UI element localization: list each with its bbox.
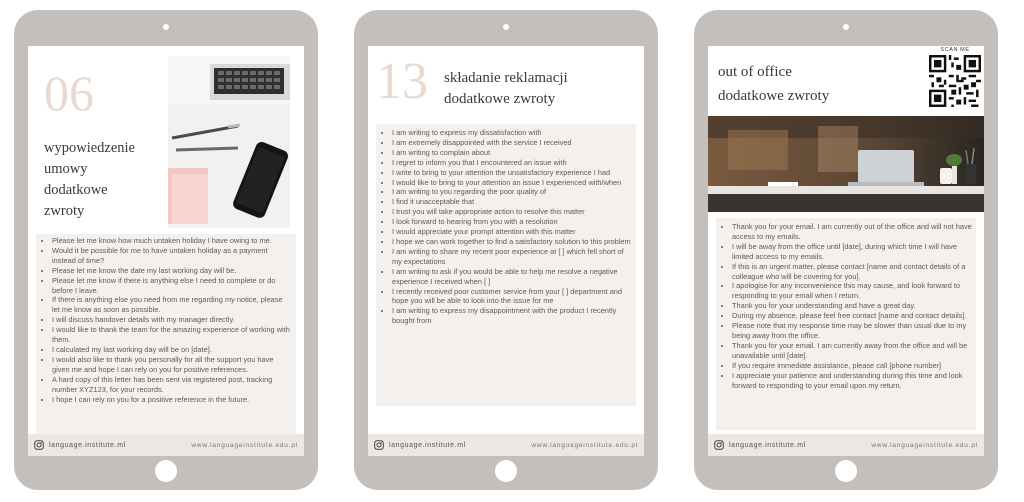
list-item: • I find it unacceptable that xyxy=(392,197,632,207)
list-item: • Please note that my response time may be slower than usual due to my being away from the office. xyxy=(732,321,972,341)
home-button xyxy=(155,460,177,482)
instagram-icon xyxy=(374,440,384,450)
list-item: • I hope we can work together to find a satisfactory solution to this problem xyxy=(392,237,632,247)
list-item: • I write to bring to your attention the unsatisfactory experience I had xyxy=(392,168,632,178)
list-item: • During my absence, please feel free contact [name and contact details]. xyxy=(732,311,972,321)
card-title: wypowiedzenie umowy dodatkowe zwroty xyxy=(44,140,135,219)
desk-photo-image xyxy=(168,56,290,228)
list-item: • I will discuss handover details with my manager directly. xyxy=(52,315,292,325)
list-item: • If this is an urgent matter, please contact [name and contact details of a colleague who will be covering for you]. xyxy=(732,262,972,282)
list-item: • I am writing to ask if you would be able to help me resolve a negative experience I received when [ ] xyxy=(392,267,632,287)
card-title: out of office dodatkowe zwroty xyxy=(718,64,830,104)
home-button xyxy=(495,460,517,482)
phrases-list-box xyxy=(376,124,636,406)
list-item: • Thank you for your email. I am currently away from the office and will be unavailable until [date]. xyxy=(732,341,972,361)
list-item: • I would like to bring to your attention an issue I experienced with/when xyxy=(392,178,632,188)
list-item: • I would also like to thank you personally for all the support you have given me and hope I can rely on you for positive references. xyxy=(52,355,292,375)
phrases-list xyxy=(720,222,972,390)
qr-code-icon xyxy=(929,55,981,107)
tablet-card-complaints xyxy=(354,10,658,490)
list-item: • I regret to inform you that I encountered an issue with xyxy=(392,158,632,168)
scan-me-label: SCAN ME xyxy=(940,47,970,53)
card-title: składanie reklamacji dodatkowe zwroty xyxy=(444,70,568,107)
card-screen xyxy=(368,46,644,456)
list-item: • Would it be possible for me to have untaken holiday as a payment instead of time? xyxy=(52,246,292,266)
camera-dot xyxy=(843,24,849,30)
list-item: • I would like to thank the team for the amazing experience of working with them. xyxy=(52,325,292,345)
phrases-list-box xyxy=(716,218,976,430)
card-footer xyxy=(368,434,644,456)
tablet-card-out-of-office xyxy=(694,10,998,490)
website-link[interactable]: www.languageinstitute.edu.pl xyxy=(531,441,638,449)
tablet-card-resignation xyxy=(14,10,318,490)
camera-dot xyxy=(503,24,509,30)
list-item: • I hope I can rely on you for a positive reference in the future. xyxy=(52,395,292,405)
card-screen xyxy=(28,46,304,456)
website-link[interactable]: www.languageinstitute.edu.pl xyxy=(871,441,978,449)
phrases-list xyxy=(40,236,292,404)
list-item: • I am extremely disappointed with the service I received xyxy=(392,138,632,148)
list-item: • If you require immediate assistance, please call [phone number] xyxy=(732,361,972,371)
list-item: • I am writing to express my disappointment with the product I recently bought from xyxy=(392,306,632,326)
instagram-icon xyxy=(34,440,44,450)
list-item: • I recently received poor customer service from your [ ] department and hope you will be able to look into the issue for me xyxy=(392,287,632,307)
camera-dot xyxy=(163,24,169,30)
home-button xyxy=(835,460,857,482)
instagram-icon xyxy=(714,440,724,450)
instagram-handle[interactable]: language.institute.ml xyxy=(34,440,126,450)
list-item: • If there is anything else you need from me regarding my notice, please let me know as soon as possible. xyxy=(52,295,292,315)
card-footer xyxy=(708,434,984,456)
list-item: • I would appreciate your prompt attention with this matter xyxy=(392,227,632,237)
list-item: • I appreciate your patience and understanding during this time and look forward to responding to your email upon my return. xyxy=(732,371,972,391)
list-item: • I trust you will take appropriate action to resolve this matter xyxy=(392,207,632,217)
card-screen xyxy=(708,46,984,456)
section-number: 13 xyxy=(376,53,428,110)
phrases-list-box xyxy=(36,234,296,436)
list-item: • I am writing to complain about xyxy=(392,148,632,158)
list-item: • A hard copy of this letter has been sent via registered post, tracking number XYZ123, for your records. xyxy=(52,375,292,395)
card-footer xyxy=(28,434,304,456)
phrases-list xyxy=(380,128,632,326)
list-item: • I calculated my last working day will be on [date]. xyxy=(52,345,292,355)
website-link[interactable]: www.languageinstitute.edu.pl xyxy=(191,441,298,449)
list-item: • I am writing to share my recent poor experience at [ ] which fell short of my expectations xyxy=(392,247,632,267)
list-item: • Please let me know how much untaken holiday I have owing to me. xyxy=(52,236,292,246)
list-item: • I am writing to express my dissatisfaction with xyxy=(392,128,632,138)
section-number: 06 xyxy=(44,65,94,121)
instagram-handle[interactable]: language.institute.ml xyxy=(374,440,466,450)
instagram-handle[interactable]: language.institute.ml xyxy=(714,440,806,450)
list-item: • Please let me know if there is anything else I need to complete or do before I leave. xyxy=(52,276,292,296)
list-item: • I apologise for any inconvenience this may cause, and look forward to responding to your email when I return. xyxy=(732,281,972,301)
list-item: • I look forward to hearing from you with a resolution xyxy=(392,217,632,227)
qr-code-block[interactable] xyxy=(926,46,984,112)
list-item: • Thank you for your understanding and have a great day. xyxy=(732,301,972,311)
list-item: • I will be away from the office until [date], during which time I will have limited access to my emails. xyxy=(732,242,972,262)
list-item: • I am writing to you regarding the poor quality of xyxy=(392,187,632,197)
office-photo-image xyxy=(708,116,984,212)
list-item: • Please let me know the date my last working day will be. xyxy=(52,266,292,276)
list-item: • Thank you for your email. I am currently out of the office and will not have access to my emails. xyxy=(732,222,972,242)
